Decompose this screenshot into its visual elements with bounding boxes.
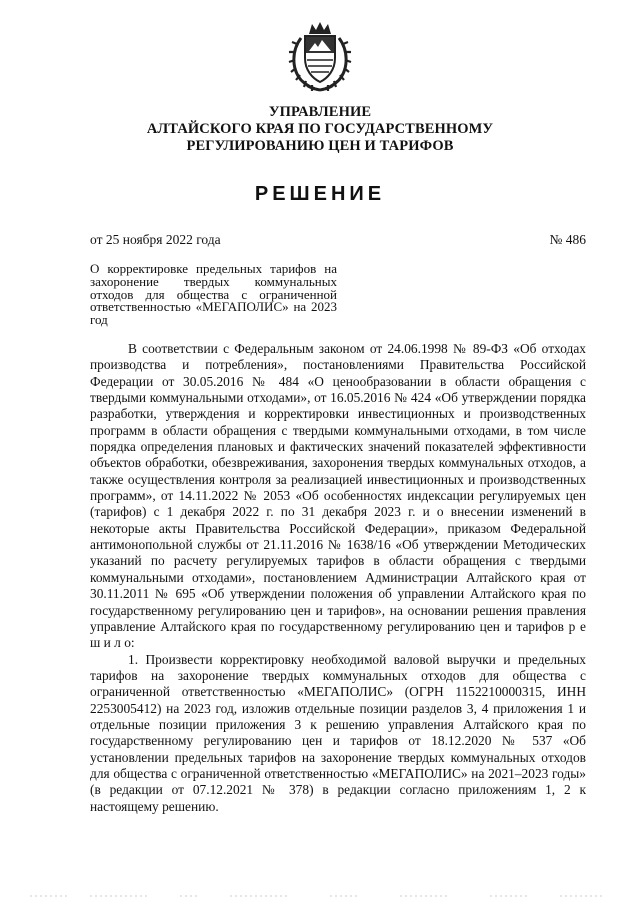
body-paragraph-item-1: 1. Произвести корректировку необходимой валовой выручки и предельных тарифов на захоронение твердых коммунальных отходов для общества с ограниченной ответственностью «МЕГАПОЛИС» (ОГРН 1152210000315, ИНН 2253005412) на 2023 год, изложив отдельные позиции разделов 3, 4 приложения 1 и отдельные позиции приложения 3 к решению управления Алтайского края по государственному регулированию цен и тарифов от 18.12.2020 № 537 «Об установлении предельных тарифов на захоронение твердых коммунальных отходов для общества с ограниченной ответственностью «МЕГАПОЛИС» на 2021–2023 годы» (в редакции от 07.12.2021 № 378) в редакции согласно приложениям 1, 2 к настоящему решению. (90, 651, 586, 814)
document-number: № 486 (549, 232, 586, 247)
issuing-authority-header (0, 104, 640, 155)
coat-of-arms-icon (287, 20, 353, 94)
header-line-1: УПРАВЛЕНИЕ (268, 104, 372, 120)
header-line-2: АЛТАЙСКОГО КРАЯ ПО ГОСУДАРСТВЕННОМУ (146, 121, 494, 137)
document-body (90, 341, 586, 815)
header-line-3: РЕГУЛИРОВАНИЮ ЦЕН И ТАРИФОВ (186, 138, 454, 154)
document-subject: О корректировке предельных тарифов на захоронение твердых коммунальных отходов для общества с ограниченной ответственностью «МЕГАПОЛИС» на 2023 год (90, 261, 337, 328)
body-paragraph-preamble: В соответствии с Федеральным законом от 24.06.1998 № 89-ФЗ «Об отходах производства и потребления», постановлениями Правительства Российской Федерации от 30.05.2016 № 484 «О ценообразовании в области обращения с твердыми коммунальными отходами», от 16.05.2016 № 424 «Об утверждении порядка разработки, утверждения и корректировки инвестиционных и производственных программ в области обращения с твердыми коммунальными отходами, в том числе порядка определения плановых и фактических значений показателей эффективности объектов обработки, обезвреживания, захоронения твердых коммунальных отходов, а также осуществления контроля за реализацией инвестиционных и производственных программ», от 14.11.2022 № 2053 «Об особенностях индексации регулируемых цен (тарифов) с 1 декабря 2022 г. по 31 декабря 2023 г. и о внесении изменений в некоторые акты Правительства Российской Федерации», приказом Федеральной антимонопольной службы от 21.11.2016 № 1638/16 «Об утверждении Методических указаний по расчету регулируемых тарифов в области обращения с твердыми коммунальными отходами», постановлением Администрации Алтайского края от 30.11.2011 № 695 «Об утверждении положения об управлении Алтайского края по государственному регулированию цен и тарифов», на основании решения правления управление Алтайского края по государственному регулированию цен и тарифов р е ш и л о: (90, 341, 586, 651)
scan-artifact-line (30, 894, 610, 898)
document-date: от 25 ноября 2022 года (90, 232, 221, 247)
document-type-title: РЕШЕНИЕ (254, 183, 386, 205)
